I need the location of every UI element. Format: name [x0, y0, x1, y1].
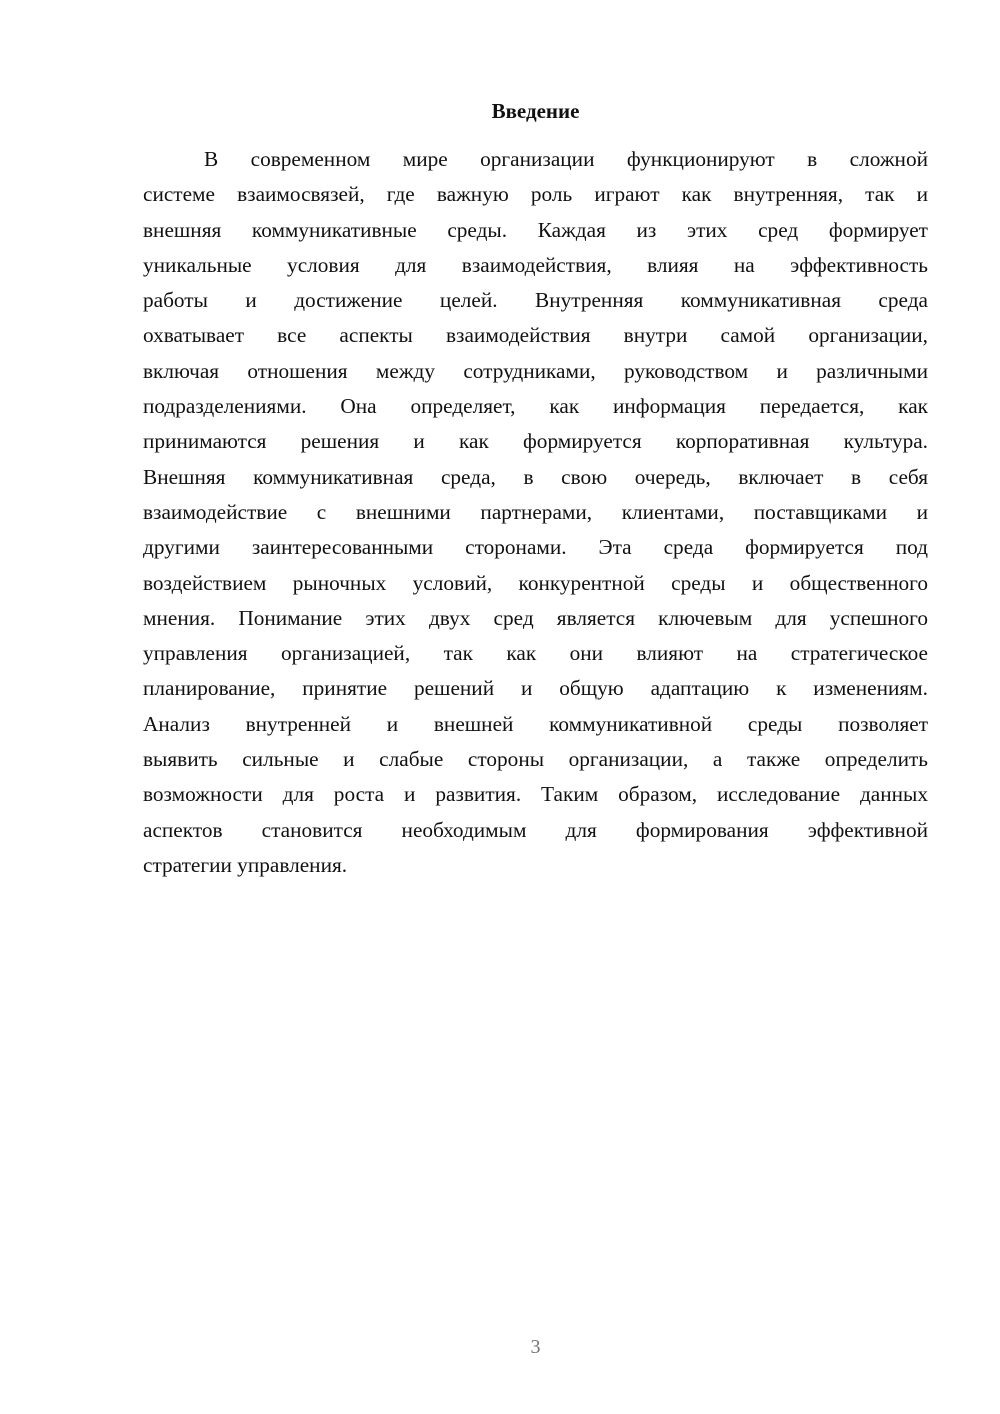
paragraph-line: аспектов становится необходимым для формирования эффективной	[143, 817, 928, 842]
paragraph-line: воздействием рыночных условий, конкурентной среды и общественного	[143, 570, 928, 595]
page-number: 3	[530, 1336, 541, 1358]
paragraph-line: выявить сильные и слабые стороны организации, а также определить	[143, 747, 928, 772]
intro-paragraph	[143, 142, 928, 883]
paragraph-line: взаимодействие с внешними партнерами, клиентами, поставщиками и	[143, 499, 928, 524]
paragraph-line: охватывает все аспекты взаимодействия внутри самой организации,	[143, 323, 928, 348]
paragraph-line: подразделениями. Она определяет, как информация передается, как	[143, 394, 928, 419]
section-heading: Введение	[491, 99, 580, 123]
paragraph-line: системе взаимосвязей, где важную роль играют как внутренняя, так и	[143, 182, 928, 207]
paragraph-line: уникальные условия для взаимодействия, влияя на эффективность	[143, 252, 928, 277]
paragraph-line: принимаются решения и как формируется корпоративная культура.	[143, 429, 928, 454]
paragraph-line: Анализ внутренней и внешней коммуникативной среды позволяет	[143, 711, 928, 736]
paragraph-line: В современном мире организации функционируют в сложной	[204, 147, 928, 171]
paragraph-line: работы и достижение целей. Внутренняя коммуникативная среда	[143, 288, 928, 313]
paragraph-line: возможности для роста и развития. Таким образом, исследование данных	[143, 782, 928, 807]
paragraph-line: управления организацией, так как они влияют на стратегическое	[143, 641, 928, 666]
paragraph-line: внешняя коммуникативные среды. Каждая из этих сред формирует	[143, 217, 928, 242]
paragraph-line: планирование, принятие решений и общую адаптацию к изменениям.	[143, 676, 928, 701]
paragraph-line: Внешняя коммуникативная среда, в свою очередь, включает в себя	[143, 464, 928, 489]
paragraph-line: мнения. Понимание этих двух сред является ключевым для успешного	[143, 605, 928, 630]
paragraph-line: стратегии управления.	[143, 852, 348, 877]
paragraph-line: включая отношения между сотрудниками, руководством и различными	[143, 358, 928, 383]
paragraph-line: другими заинтересованными сторонами. Эта среда формируется под	[143, 535, 928, 560]
